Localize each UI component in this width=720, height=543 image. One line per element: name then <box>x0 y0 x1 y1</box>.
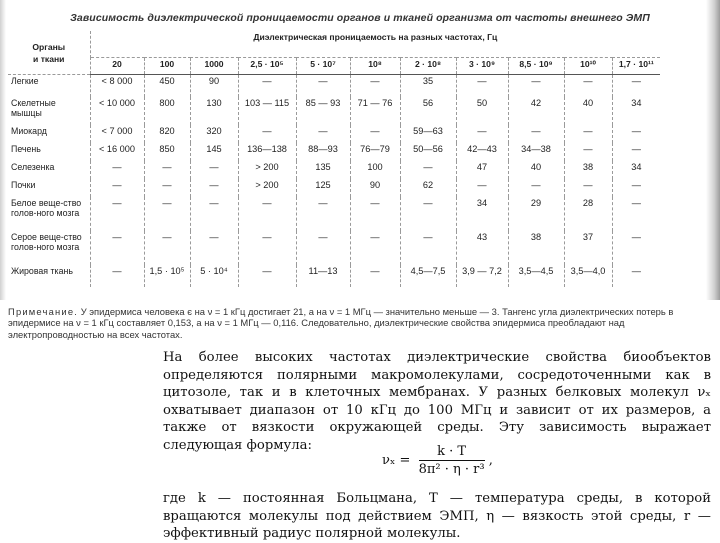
value-cell: 850 <box>144 143 190 161</box>
table-row <box>8 97 660 125</box>
value-cell: 34 <box>631 97 642 108</box>
table-row <box>8 179 660 197</box>
table-body <box>8 75 660 287</box>
value-cell: — <box>238 75 296 97</box>
table-row <box>8 161 660 179</box>
value-cell: — <box>296 125 350 143</box>
value-cell: — <box>631 179 641 190</box>
value-cell: 5 · 10⁴ <box>190 265 238 287</box>
value-cell: 3,5—4,5 <box>508 265 564 287</box>
value-cell: — <box>296 75 350 97</box>
value-cell: 103 — 115 <box>238 97 296 125</box>
relaxation-formula <box>382 444 493 477</box>
value-cell: > 200 <box>238 161 296 179</box>
value-cell: — <box>238 125 296 143</box>
value-cell: — <box>508 75 564 97</box>
table-row <box>8 125 660 143</box>
value-cell: 4,5—7,5 <box>400 265 456 287</box>
value-cell: — <box>631 265 641 276</box>
value-cell: 71 — 76 <box>350 97 400 125</box>
value-cell: — <box>238 231 296 265</box>
frequency-header: 10¹⁰ <box>564 58 612 75</box>
paragraph-definitions: где k — постоянная Больцмана, T — температура среды, в которой вращаются молекулы под действием ЭМП, η — вязкость этой среды, r — эффективный радиус полярной молекулы. <box>163 491 711 542</box>
value-cell: — <box>90 179 144 197</box>
formula-numerator: k · T <box>419 444 485 461</box>
value-cell: — <box>350 75 400 97</box>
value-cell: 135 <box>296 161 350 179</box>
value-cell: — <box>238 197 296 231</box>
value-cell: < 16 000 <box>90 143 144 161</box>
table-row <box>8 231 660 265</box>
value-cell: 59—63 <box>400 125 456 143</box>
organ-name-cell: Скелетные мышцы <box>8 97 90 125</box>
value-cell: — <box>400 197 456 231</box>
value-cell: 38 <box>564 161 612 179</box>
value-cell: — <box>564 75 612 97</box>
table-note <box>8 306 714 340</box>
value-cell: — <box>631 143 641 154</box>
value-cell: 3,5—4,0 <box>564 265 612 287</box>
value-cell: — <box>90 161 144 179</box>
frequency-header-row <box>8 58 660 75</box>
formula-lhs: νₓ = <box>382 453 411 468</box>
value-cell: — <box>144 161 190 179</box>
organs-column-header: Органы и ткани <box>8 31 90 75</box>
value-cell: — <box>456 125 508 143</box>
organ-name-cell: Жировая ткань <box>8 265 90 287</box>
table-row <box>8 265 660 287</box>
value-cell: — <box>564 143 612 161</box>
value-cell: — <box>508 179 564 197</box>
value-cell: 40 <box>508 161 564 179</box>
frequency-header: 1000 <box>190 58 238 75</box>
table-row <box>8 75 660 97</box>
value-cell: 50 <box>456 97 508 125</box>
value-cell: — <box>90 265 144 287</box>
note-text: У эпидермиса человека є на ν = 1 кГц достигает 21, а на ν = 1 МГц — значительно меньше — 3. Тангенс угла диэлектрических потерь в эпидермисе на ν = 1 кГц составляет 0,153, а на ν = 1 МГц — 0,116. Следовательно, диэлектрические свойства эпидермиса преобладают над электропроводностью на всех частотах. <box>8 306 674 340</box>
frequency-header: 3 · 10⁹ <box>456 58 508 75</box>
organ-name-cell: Серое веще-ство голов-ного мозга <box>8 231 90 265</box>
value-cell: 100 <box>350 161 400 179</box>
value-cell: — <box>350 197 400 231</box>
frequency-header: 20 <box>90 58 144 75</box>
frequency-header: 10⁸ <box>350 58 400 75</box>
value-cell: — <box>631 231 641 242</box>
organ-name-cell: Легкие <box>8 75 90 97</box>
value-cell: — <box>350 125 400 143</box>
organ-name-cell: Почки <box>8 179 90 197</box>
value-cell: 76—79 <box>350 143 400 161</box>
value-cell: 47 <box>456 161 508 179</box>
value-cell: 136—138 <box>238 143 296 161</box>
value-cell: 56 <box>400 97 456 125</box>
table-title: Зависимость диэлектрической проницаемости органов и тканей организма от частоты внешнего ЭМП <box>70 12 650 24</box>
value-cell: 29 <box>508 197 564 231</box>
value-cell: 43 <box>456 231 508 265</box>
value-cell: 34—38 <box>508 143 564 161</box>
scan-edge-left <box>0 0 6 300</box>
value-cell: — <box>90 197 144 231</box>
value-cell: — <box>400 161 456 179</box>
note-label: Примечание. <box>8 306 79 317</box>
value-cell: 130 <box>190 97 238 125</box>
value-cell: 42—43 <box>456 143 508 161</box>
value-cell: 320 <box>190 125 238 143</box>
frequency-header: 2,5 · 10⁵ <box>238 58 296 75</box>
formula-tail: , <box>488 453 493 468</box>
value-cell: — <box>144 231 190 265</box>
value-cell: 1,5 · 10⁵ <box>144 265 190 287</box>
frequency-header: 2 · 10⁸ <box>400 58 456 75</box>
value-cell: — <box>400 231 456 265</box>
formula-fraction <box>419 444 485 477</box>
organ-name-cell: Селезенка <box>8 161 90 179</box>
value-cell: — <box>456 75 508 97</box>
value-cell: — <box>144 179 190 197</box>
value-cell: — <box>564 179 612 197</box>
value-cell: — <box>508 125 564 143</box>
value-cell: 88—93 <box>296 143 350 161</box>
value-cell: — <box>190 231 238 265</box>
value-cell: 85 — 93 <box>296 97 350 125</box>
value-cell: 28 <box>564 197 612 231</box>
value-cell: 145 <box>190 143 238 161</box>
frequency-header: 100 <box>144 58 190 75</box>
organ-name-cell: Миокард <box>8 125 90 143</box>
value-cell: — <box>190 197 238 231</box>
organ-name-cell: Печень <box>8 143 90 161</box>
value-cell: < 7 000 <box>90 125 144 143</box>
value-cell: 34 <box>631 161 642 172</box>
value-cell: 450 <box>144 75 190 97</box>
value-cell: 62 <box>400 179 456 197</box>
value-cell: — <box>456 179 508 197</box>
frequency-group-header: Диэлектрическая проницаемость на разных частотах, Гц <box>90 31 660 58</box>
value-cell: — <box>631 197 641 208</box>
table-row <box>8 143 660 161</box>
value-cell: — <box>144 197 190 231</box>
permittivity-table <box>8 31 660 287</box>
value-cell: — <box>631 125 641 136</box>
value-cell: 3,9 — 7,2 <box>456 265 508 287</box>
frequency-header: 5 · 10⁷ <box>296 58 350 75</box>
table-row <box>8 197 660 231</box>
value-cell: > 200 <box>238 179 296 197</box>
frequency-header: 1,7 · 10¹¹ <box>612 58 660 75</box>
value-cell: < 8 000 <box>90 75 144 97</box>
value-cell: — <box>296 231 350 265</box>
paragraph-frequencies: На более высоких частотах диэлектрические свойства биообъектов определяются полярными макромолекулами, сосредоточенными как в цитозоле, так и в клеточных мембранах. У разных белковых молекул νₓ охватывает диапазон от 10 кГц до 100 МГц и зависит от их размеров, а также от вязкости окружающей среды. Эту зависимость выражает следующая формула: <box>163 350 711 453</box>
value-cell: — <box>631 76 641 86</box>
value-cell: — <box>238 265 296 287</box>
value-cell: 800 <box>144 97 190 125</box>
value-cell: — <box>190 179 238 197</box>
value-cell: 820 <box>144 125 190 143</box>
value-cell: 37 <box>564 231 612 265</box>
value-cell: 50—56 <box>400 143 456 161</box>
value-cell: — <box>190 161 238 179</box>
scan-edge-right <box>706 0 720 300</box>
value-cell: — <box>296 197 350 231</box>
formula-denominator: 8π² · η · r³ <box>418 462 485 477</box>
frequency-header: 8,5 · 10⁹ <box>508 58 564 75</box>
value-cell: < 10 000 <box>90 97 144 125</box>
value-cell: 125 <box>296 179 350 197</box>
value-cell: 35 <box>400 75 456 97</box>
value-cell: 11—13 <box>296 265 350 287</box>
value-cell: — <box>90 231 144 265</box>
value-cell: 90 <box>190 75 238 97</box>
value-cell: 38 <box>508 231 564 265</box>
value-cell: — <box>564 125 612 143</box>
value-cell: 34 <box>456 197 508 231</box>
value-cell: — <box>350 231 400 265</box>
value-cell: 40 <box>564 97 612 125</box>
value-cell: — <box>350 265 400 287</box>
value-cell: 90 <box>350 179 400 197</box>
organ-name-cell: Белое веще-ство голов-ного мозга <box>8 197 90 231</box>
value-cell: 42 <box>508 97 564 125</box>
